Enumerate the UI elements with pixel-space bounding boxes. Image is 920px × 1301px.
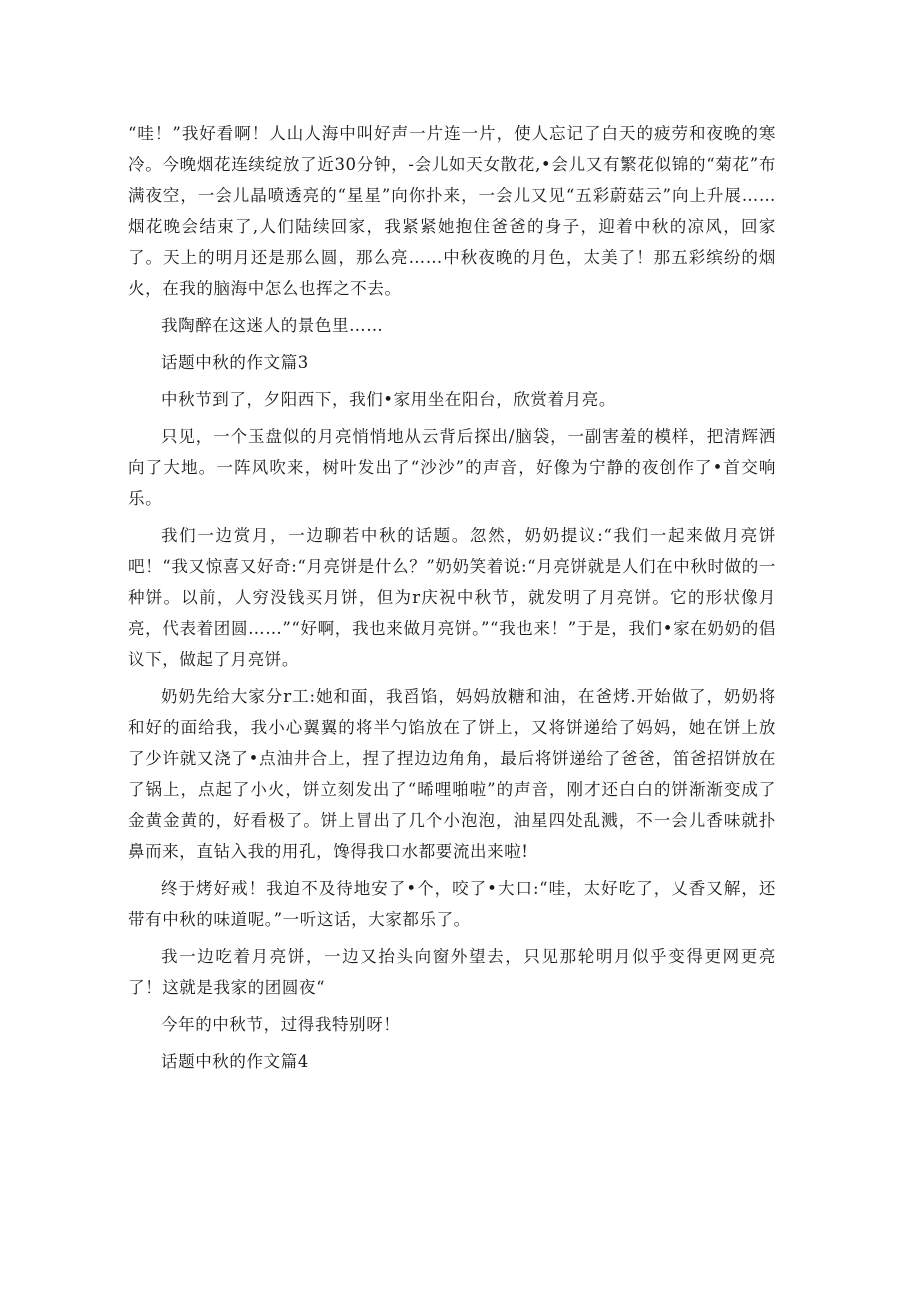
- article-body: [128, 118, 776, 1083]
- paragraph-tasting: 终于烤好戒！我迫不及待地安了•个，咬了•大口:“哇，太好吃了，乂香又解，还带有中秋的味道呢。”一听这话，大家都乐了。: [128, 879, 776, 929]
- paragraph-special-festival: 今年的中秋节，过得我特别呀！: [161, 1015, 401, 1034]
- paragraph-intoxicated: 我陶醉在这迷人的景色里……: [161, 316, 384, 335]
- section-heading-3: 话题中秋的作文篇3: [161, 353, 309, 372]
- paragraph-fireworks: “哇！”我好看啊！人山人海中叫好声一片连一片，使人忘记了白天的疲劳和夜晚的寒冷。今晚烟花连续绽放了近30分钟，-会儿如天女散花,•会儿又有繁花似锦的“菊花”布满夜空，一会儿晶喷透亮的“星星”向你扑来，一会儿又见“五彩蔚菇云”向上升展……烟花晚会结束了,人们陆续回家，我紧紧她抱住爸爸的身子，迎着中秋的凉风，回家了。天上的明月还是那么圆，那么亮……中秋夜晚的月色，太美了！那五彩缤纷的烟火，在我的脑海中怎么也挥之不去。: [128, 124, 776, 298]
- paragraph-balcony: 中秋节到了，夕阳西下，我们•家用坐在阳台，欣赏着月亮。: [161, 390, 616, 409]
- paragraph-moon-rise: 只见，一个玉盘似的月亮悄悄地从云背后探出/脑袋，一副害羞的模样，把清辉洒向了大地。一阵风吹来，树叶发出了“沙沙”的声音，好像为宁静的夜创作了•首交响乐。: [128, 427, 776, 508]
- paragraph-moon-cake-idea: 我们一边赏月，一边聊若中秋的话题。忽然，奶奶提议:“我们一起来做月亮饼吧！“我又惊喜又好奇:“月亮饼是什么？”奶奶笑着说:“月亮饼就是人们在中秋时做的一种饼。以前，人穷没钱买月饼，但为r庆祝中秋节，就发明了月亮饼。它的形状像月亮，代表着团圆……”“好啊，我也来做月亮饼。”“我也来！”于是，我们•家在奶奶的倡议下，做起了月亮饼。: [128, 526, 776, 669]
- section-heading-4: 话题中秋的作文篇4: [161, 1052, 309, 1071]
- paragraph-making-cakes: 奶奶先给大家分r工:她和面，我舀馅，妈妈放糖和油，在爸烤.开始做了，奶奶将和好的面给我，我小心翼翼的将半勺馅放在了饼上，又将饼递给了妈妈，她在饼上放了少许就又浇了•点油井合上，捏了捏边边角角，最后将饼递给了爸爸，笛爸招饼放在了锅上，点起了小火，饼立刻发出了“晞哩啪啦”的声音，刚才还白白的饼渐渐变成了金黄金黄的，好看极了。饼上冒出了几个小泡泡，油星四处乱溅，不一会儿香味就扑鼻而来，直钻入我的用孔，馋得我口水都要流出来啦!: [128, 687, 776, 861]
- paragraph-reunion-night: 我一边吃着月亮饼，一边又抬头向窗外望去，只见那轮明月似乎变得更网更亮了！这就是我家的团圆夜“: [128, 947, 776, 997]
